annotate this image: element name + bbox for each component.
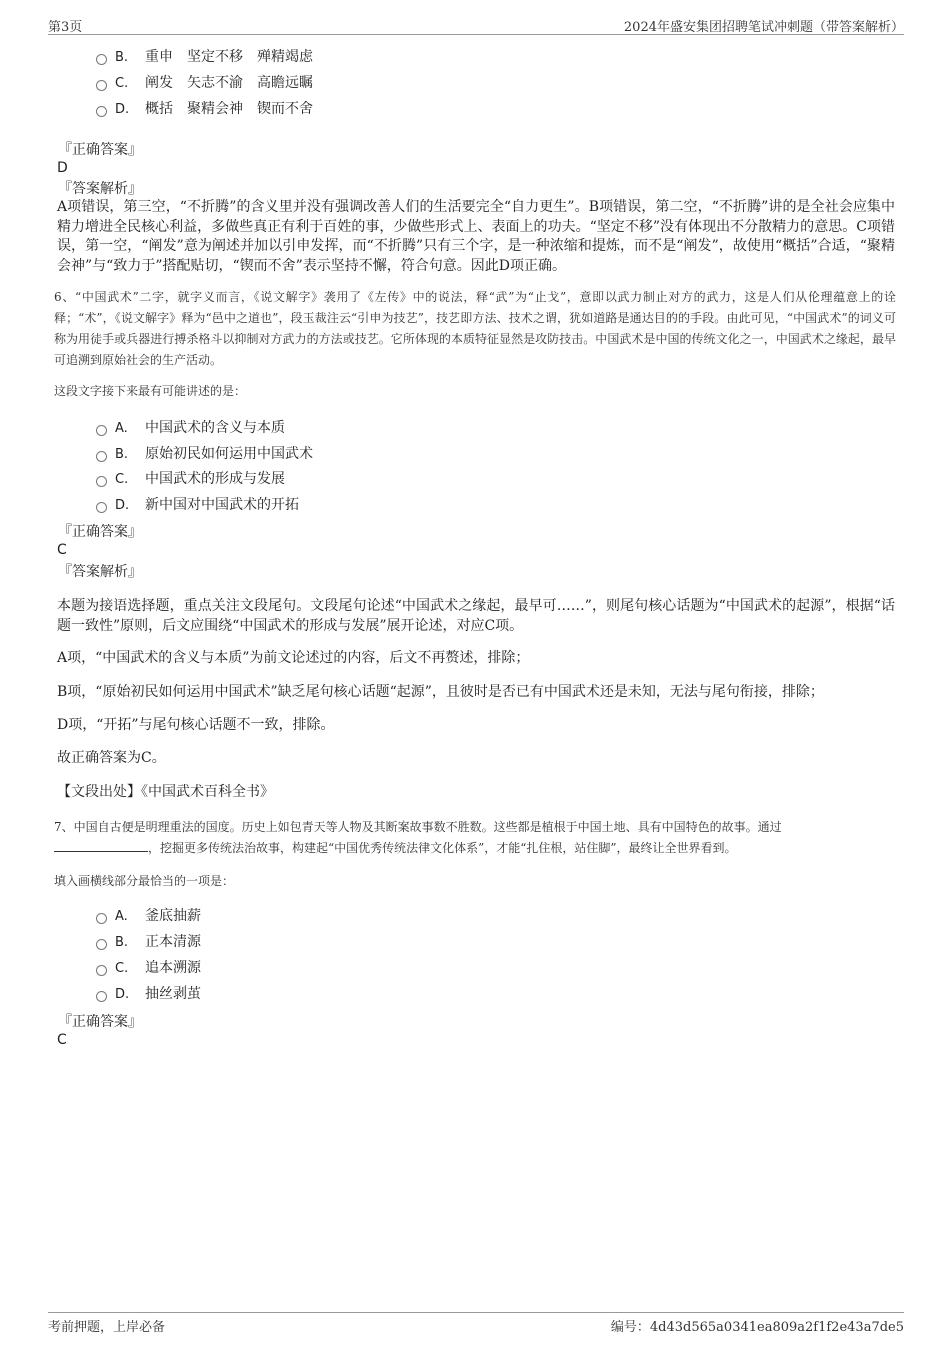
q7-prompt: 填入画横线部分最恰当的一项是： xyxy=(54,874,235,888)
q7-stem: 7、中国自古便是明理重法的国度。历史上如包青天等人物及其断案故事数不胜数。这些都是植根于中国土地、具有中国特色的故事。通过 ，挖掘更多传统法治故事，构建起“中国优秀传统法律文化体系”，才能“扎住根，站住脚”，最终让全世界看到。 xyxy=(54,820,782,855)
q5-answer: D xyxy=(57,160,68,176)
radio-icon[interactable] xyxy=(96,965,107,976)
q5-answer-label: 『正确答案』 xyxy=(58,142,142,158)
q5-option-c[interactable]: C. 阐发 矢志不渝 高瞻远瞩 xyxy=(96,73,327,93)
q7-option-b[interactable]: B. 正本清源 xyxy=(96,932,201,952)
radio-icon[interactable] xyxy=(96,106,107,117)
footer-slogan: 考前押题，上岸必备 xyxy=(48,1320,166,1335)
radio-icon[interactable] xyxy=(96,991,107,1002)
q6-answer: C xyxy=(57,542,67,558)
radio-icon[interactable] xyxy=(96,425,107,436)
page-number: 第3页 xyxy=(48,20,83,35)
q6-analysis-p1: 本题为接语选择题，重点关注文段尾句。文段尾句论述“中国武术之缘起，最早可……”，则尾句核心话题为“中国武术的起源”，根据“话题一致性”原则，后文应围绕“中国武术的形成与发展”展开论述，对应C项。 xyxy=(57,598,895,634)
q5-option-b[interactable]: B. 重申 坚定不移 殚精竭虑 xyxy=(96,47,327,67)
document-code: 编号：4d43d565a0341ea809a2f1f2e43a7de5 xyxy=(610,1320,904,1335)
radio-icon[interactable] xyxy=(96,451,107,462)
q7-answer: C xyxy=(57,1032,67,1048)
q6-option-a[interactable]: A. 中国武术的含义与本质 xyxy=(96,418,285,438)
q6-option-b[interactable]: B. 原始初民如何运用中国武术 xyxy=(96,444,313,464)
q6-option-d[interactable]: D. 新中国对中国武术的开拓 xyxy=(96,495,299,515)
q6-source: 【文段出处】《中国武术百科全书》 xyxy=(57,784,274,800)
q6-analysis-p3: B项，“原始初民如何运用中国武术”缺乏尾句核心话题“起源”，且彼时是否已有中国武术还是未知，无法与尾句衔接，排除； xyxy=(57,684,824,700)
document-title: 2024年盛安集团招聘笔试冲刺题（带答案解析） xyxy=(623,20,904,35)
radio-icon[interactable] xyxy=(96,476,107,487)
radio-icon[interactable] xyxy=(96,939,107,950)
q6-analysis-p5: 故正确答案为C。 xyxy=(57,750,166,766)
q6-analysis-label: 『答案解析』 xyxy=(58,564,142,580)
radio-icon[interactable] xyxy=(96,502,107,513)
q5-analysis-label: 『答案解析』 xyxy=(58,181,142,197)
q7-option-a[interactable]: A. 釜底抽薪 xyxy=(96,906,201,926)
fill-in-blank xyxy=(54,839,148,852)
q7-answer-label: 『正确答案』 xyxy=(58,1014,142,1030)
q5-analysis: A项错误，第三空，“不折腾”的含义里并没有强调改善人们的生活要完全“自力更生”。B项错误，第二空，“不折腾”讲的是全社会应集中精力增进全民核心利益，多做些真正有利于百姓的事，少做些形式上、表面上的功夫。“坚定不移”没有体现出不分散精力的意思。C项错误，第一空，“阐发”意为阐述并加以引申发挥，而“不折腾”只有三个字，是一种浓缩和提炼，而不是“阐发”，故使用“概括”合适，“聚精会神”与“致力于”搭配贴切，“锲而不舍”表示坚持不懈，符合句意。因此D项正确。 xyxy=(57,199,895,274)
q7-option-c[interactable]: C. 追本溯源 xyxy=(96,958,201,978)
q6-analysis-p2: A项，“中国武术的含义与本质”为前文论述过的内容，后文不再赘述，排除； xyxy=(57,650,530,666)
q5-option-d[interactable]: D. 概括 聚精会神 锲而不舍 xyxy=(96,99,327,119)
page-footer xyxy=(48,1312,904,1335)
radio-icon[interactable] xyxy=(96,54,107,65)
q6-prompt: 这段文字接下来最有可能讲述的是： xyxy=(54,384,247,398)
q7-option-d[interactable]: D. 抽丝剥茧 xyxy=(96,984,201,1004)
q6-stem: 6、“中国武术”二字，就字义而言，《说文解字》袭用了《左传》中的说法，释“武”为“止戈”，意即以武力制止对方的武力，这是人们从伦理蕴意上的诠释；“术”，《说文解字》释为“邑中之道也”，段玉裁注云“引申为技艺”，技艺即方法、技术之谓，犹如道路是通达目的的手段。由此可见，“中国武术”的词义可称为用徒手或兵器进行搏杀格斗以抑制对方武力的方法或技艺。它所体现的本质特征显然是攻防技击。中国武术是中国的传统文化之一，中国武术之缘起，最早可追溯到原始社会的生产活动。 xyxy=(54,290,896,367)
radio-icon[interactable] xyxy=(96,80,107,91)
q6-answer-label: 『正确答案』 xyxy=(58,524,142,540)
page-header xyxy=(48,14,904,35)
q6-analysis-p4: D项，“开拓”与尾句核心话题不一致，排除。 xyxy=(57,717,335,733)
q6-option-c[interactable]: C. 中国武术的形成与发展 xyxy=(96,469,285,489)
radio-icon[interactable] xyxy=(96,913,107,924)
